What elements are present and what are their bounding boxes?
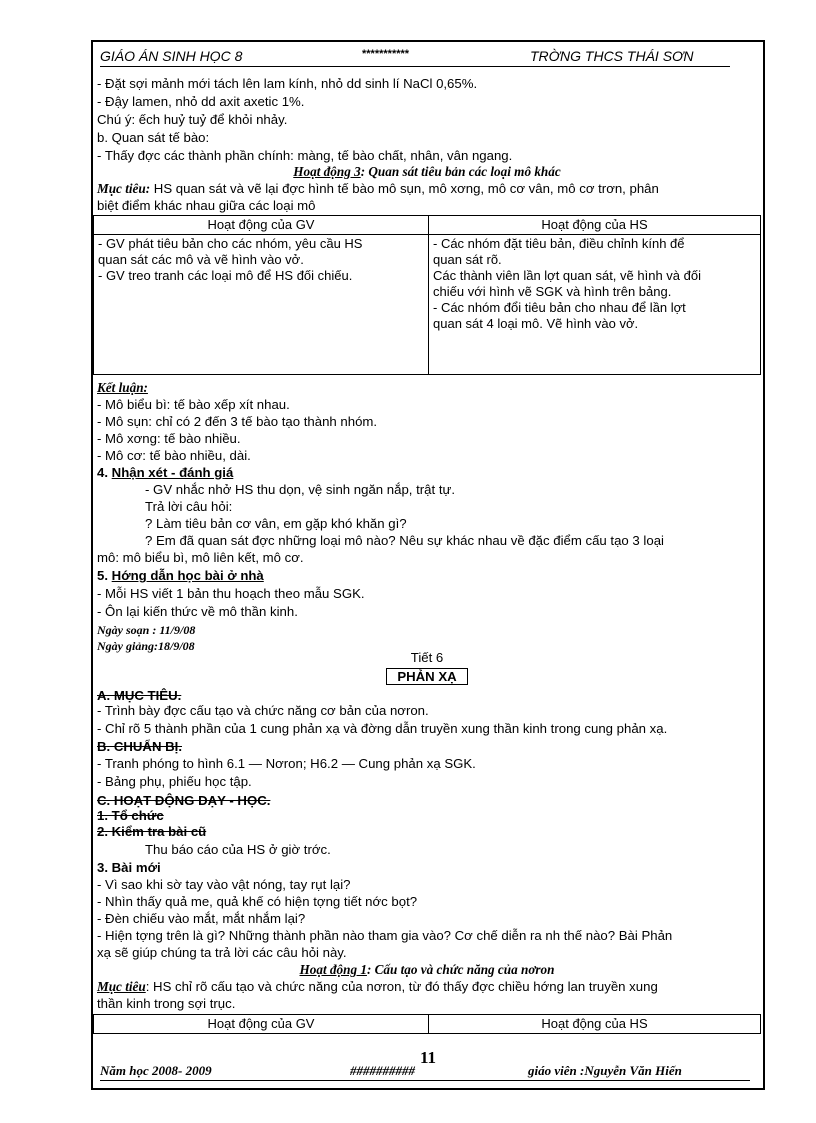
page-header [100,48,730,67]
lesson-title: PHẢN XẠ [386,668,467,685]
activity3-title: Hoạt động 3: Quan sát tiêu bản các loại mô khác [293,164,561,179]
header-subject: GIÁO ÁN SINH HỌC 8 [100,48,243,64]
section4-line: ? Làm tiêu bản cơ vân, em gặp khó khăn gì? [145,516,407,531]
text-line: - Thấy đợc các thành phần chính: màng, tế bào chất, nhân, vân ngang. [97,148,513,163]
section4-line: Trả lời câu hỏi: [145,499,233,514]
activity3-table [93,215,761,375]
section-c-item1: 1. Tổ chức [97,808,164,823]
section-c-line: - Hiện tợng trên là gì? Những thành phần nào tham gia vào? Cơ chế diễn ra nh thế nào? Bài Phản [97,928,673,943]
section-c-item2-line: Thu báo cáo của HS ở giờ trớc. [145,842,331,857]
section-c-line: - Nhìn thấy quả me, quả khế có hiện tợng tiết nớc bọt? [97,894,418,909]
col-header-hs: Hoạt động của HS [429,1015,761,1034]
conclusion-line: - Mô sụn: chỉ có 2 đến 3 tế bào tạo thành nhóm. [97,414,378,429]
text-line: - Đậy lamen, nhỏ dd axit axetic 1%. [97,94,305,109]
section-c-heading: C. HOẠT ĐỘNG DẠY - HỌC. [97,793,271,808]
section-a-line: - Trình bày đợc cấu tạo và chức năng cơ bản của nơron. [97,703,429,718]
activity1-table [93,1014,761,1034]
section-c-line: - Đèn chiếu vào mắt, mắt nhắm lại? [97,911,306,926]
section-c-item2: 2. Kiểm tra bài cũ [97,824,207,839]
conclusion-line: - Mô cơ: tế bào nhiều, dài. [97,448,251,463]
activity3-goal-cont: biệt điểm khác nhau giữa các loại mô [97,198,316,213]
header-stars: *********** [362,48,410,60]
conclusion-label: Kết luận: [97,380,148,395]
section-c-line: xạ sẽ giúp chúng ta trả lời các câu hỏi này. [97,945,347,960]
activity3-goal: Mục tiêu: HS quan sát và vẽ lại đợc hình tế bào mô sụn, mô xơng, mô cơ vân, mô cơ trơn, phân [97,181,659,196]
section-c-item3: 3. Bài mới [97,860,161,875]
section5-line: - Ôn lại kiến thức về mô thần kinh. [97,604,298,619]
activity1-title: Hoạt động 1: Cấu tạo và chức năng của nơron [299,962,555,977]
section-b-line: - Bảng phụ, phiếu học tập. [97,774,252,789]
page-number: 11 [419,1048,437,1067]
hs-cell: - Các nhóm đặt tiêu bản, điều chỉnh kính để quan sát rõ. Các thành viên lần lợt quan sát, vẽ hình và đối chiếu với hình vẽ SGK và hình trên bảng. - Các nhóm đổi tiêu bản cho nhau để lần lợt quan sát 4 loại mô. Vẽ hình vào vở. [429,235,761,375]
footer-teacher: giáo viên :Nguyễn Văn Hiến [528,1063,682,1078]
section5-line: - Mỗi HS viết 1 bản thu hoạch theo mẫu SGK. [97,586,365,601]
conclusion-line: - Mô xơng: tế bào nhiều. [97,431,241,446]
footer-rule [100,1080,750,1081]
conclusion-line: - Mô biểu bì: tế bào xếp xít nhau. [97,397,290,412]
section-a-heading: A. MỤC TIÊU. [97,688,182,703]
date-prepared: Ngày soạn : 11/9/08 [97,623,196,637]
gv-cell: - GV phát tiêu bản cho các nhóm, yêu cầu HS quan sát các mô và vẽ hình vào vở. - GV treo tranh các loại mô để HS đối chiếu. [94,235,429,375]
text-line: b. Quan sát tế bào: [97,130,210,145]
text-line: Chú ý: ếch huỷ tuỷ để khỏi nhảy. [97,112,288,127]
section4-heading: 4. Nhận xét - đánh giá [97,465,234,480]
activity1-goal: Mục tiêu: HS chỉ rõ cấu tạo và chức năng của nơron, từ đó thấy đợc chiều hớng lan truyền xung [97,979,658,994]
section4-tail: mô: mô biểu bì, mô liên kết, mô cơ. [97,550,304,565]
section-b-line: - Tranh phóng to hình 6.1 — Nơron; H6.2 — Cung phản xạ SGK. [97,756,476,771]
section5-heading: 5. Hớng dẫn học bài ở nhà [97,568,264,583]
date-taught: Ngày giảng:18/9/08 [97,639,195,653]
header-school: TRỜNG THCS THÁI SƠN [530,48,694,64]
footer-hashes: ########## [350,1063,415,1078]
lesson-title-wrap [97,668,757,685]
footer-year: Năm học 2008- 2009 [100,1063,212,1078]
col-header-gv: Hoạt động của GV [94,1015,429,1034]
section4-line: ? Em đã quan sát đợc những loại mô nào? Nêu sự khác nhau về đặc điểm cấu tạo 3 loại [145,533,664,548]
section-b-heading: B. CHUẨN BỊ. [97,739,182,754]
activity1-goal-cont: thần kinh trong sợi trục. [97,996,236,1011]
section-a-line: - Chỉ rõ 5 thành phần của 1 cung phản xạ và đờng dẫn truyền xung thần kinh trong cung phản xạ. [97,721,668,736]
text-line: - Đặt sợi mảnh mới tách lên lam kính, nhỏ dd sinh lí NaCl 0,65%. [97,76,478,91]
section-c-line: - Vì sao khi sờ tay vào vật nóng, tay rụt lại? [97,877,351,892]
col-header-gv: Hoạt động của GV [94,216,429,235]
lesson-number: Tiết 6 [410,650,444,665]
section4-line: - GV nhắc nhở HS thu dọn, vệ sinh ngăn nắp, trật tự. [145,482,455,497]
col-header-hs: Hoạt động của HS [429,216,761,235]
